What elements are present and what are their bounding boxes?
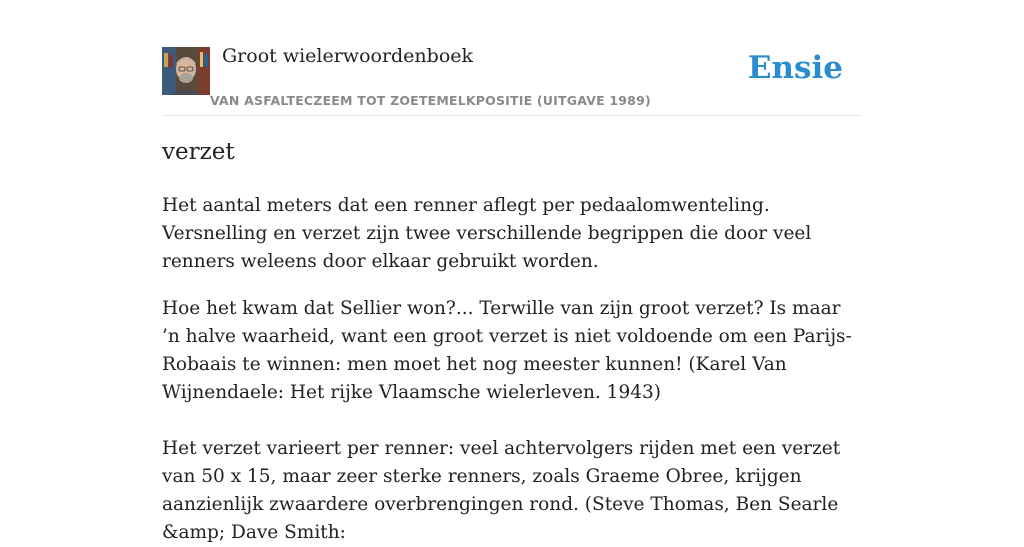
dictionary-header <box>162 0 862 116</box>
definition-paragraph: Het aantal meters dat een renner aflegt per pedaalomwenteling. Versnelling en verzet zijn twee verschillende begrippen die door veel renners weleens door elkaar gebruikt worden. <box>162 195 812 272</box>
author-photo-icon <box>162 47 210 95</box>
dictionary-subtitle: VAN ASFALTECZEEM TOT ZOETEMELKPOSITIE (UITGAVE 1989) <box>210 93 651 108</box>
author-avatar[interactable] <box>162 47 210 95</box>
quote-paragraph: Het verzet varieert per renner: veel achtervolgers rijden met een verzet van 50 x 15, maar zeer sterke renners, zoals Graeme Obree, krijgen aanzienlijk zwaardere overbrengingen rond. (Steve Thomas, Ben Searle &amp; Dave Smith: <box>162 438 841 543</box>
ensie-logo[interactable]: Ensie <box>747 50 843 86</box>
content-container <box>162 0 862 543</box>
quote-paragraph: Hoe het kwam dat Sellier won?... Terwille van zijn groot verzet? Is maar ’n halve waarheid, want een groot verzet is niet voldoende om een Parijs-Robaais te winnen: men moet het nog meester kunnen! (Karel Van Wijnendaele: Het rijke Vlaamsche wielerleven. 1943) <box>162 298 852 403</box>
dictionary-title[interactable]: Groot wielerwoordenboek <box>222 45 474 67</box>
entry-title: verzet <box>162 139 235 165</box>
